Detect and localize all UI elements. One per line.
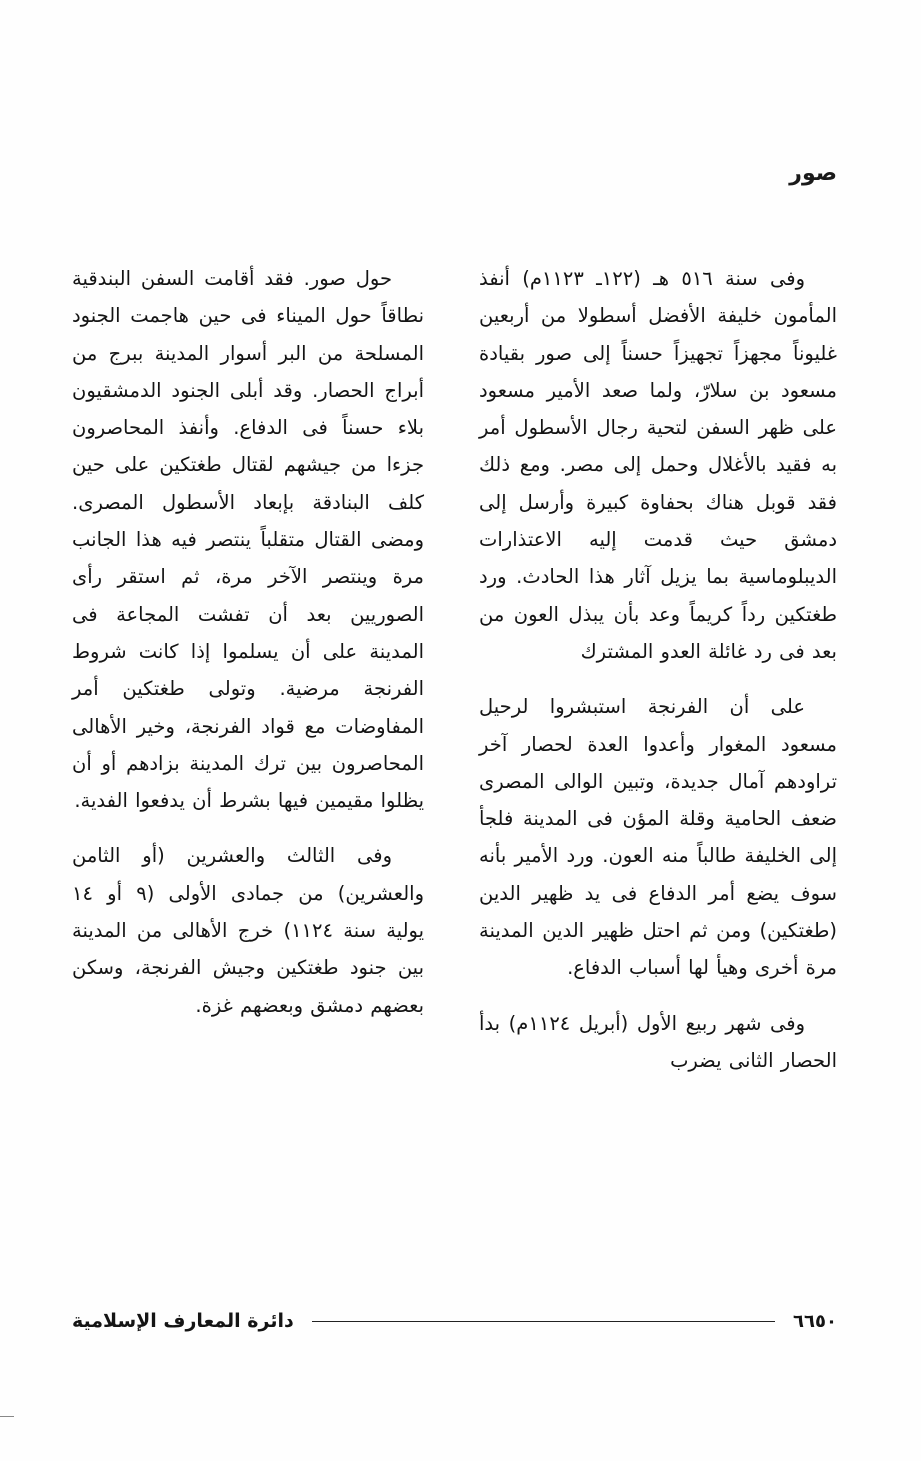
paragraph: وفى الثالث والعشرين (أو الثامن والعشرين) من جمادى الأولى (٩ أو ١٤ يولية سنة ١١٢٤) خرج الأهالى من المدينة بين جنود طغتكين وجيش الفرنجة، وسكن بعضهم دمشق وبعضهم غزة. [72,844,425,1017]
paragraph: على أن الفرنجة استبشروا لرحيل مسعود المغوار وأعدوا العدة لحصار آخر تراودهم آمال جديدة، وتبين الوالى المصرى ضعف الحامية وقلة المؤن فى المدينة فلجأ إلى الخليفة طالباً منه العون. ورد الأمير بأنه سوف يضع أمر الدفاع فى يد ظهير الدين (طغتكين) ومن ثم احتل ظهير الدين المدينة مرة أخرى وهيأ لها أسباب الدفاع. [479,695,837,980]
text-column-right [479,260,837,1097]
paragraph: حول صور. فقد أقامت السفن البندقية نطاقاً حول الميناء فى حين هاجمت الجنود المسلحة من البر أسوار المدينة ببرج من أبراج الحصار. وقد أبلى الجنود الدمشقيون بلاء حسناً فى الدفاع. وأنفذ المحاصرون جزءا من جيشهم لقتال طغتكين على حين كلف البنادقة بإبعاد الأسطول المصرى. ومضى القتال متقلباً ينتصر فيه هذا الجانب مرة وينتصر الآخر مرة، ثم استقر رأى الصوريين بعد أن تفشت المجاعة فى المدينة على أن يسلموا إذا كانت شروط الفرنجة مرضية. وتولى طغتكين أمر المفاوضات مع قواد الفرنجة، وخير الأهالى المحاصرون بين ترك المدينة بزادهم أو أن يظلوا مقيمين فيها بشرط أن يدفعوا الفدية. [72,267,424,813]
text-column-left [72,260,424,1042]
scan-margin-mark [0,1416,14,1417]
paragraph: وفى سنة ٥١٦ هـ (١٢٢ـ ١١٢٣م) أنفذ المأمون خليفة الأفضل أسطولا من أربعين غليوناً مجهزاً تجهيزاً حسناً إلى صور بقيادة مسعود بن سلارّ، ولما صعد الأمير مسعود على ظهر السفن لتحية رجال الأسطول أمر به فقيد بالأغلال وحمل إلى مصر. ومع ذلك فقد قوبل هناك بحفاوة كبيرة وأرسل إلى دمشق حيث قدمت إليه الاعتذارات الديبلوماسية بما يزيل آثار هذا الحادث. ورد طغتكين رداً كريماً وعد بأن يبذل العون من بعد فى رد غائلة العدو المشترك [479,267,837,663]
page-footer [72,1306,837,1336]
page-number: ٦٦٥٠ [793,1310,837,1332]
running-head-title: صور [789,161,837,186]
footer-rule [312,1321,775,1322]
paragraph: وفى شهر ربيع الأول (أبريل ١١٢٤م) بدأ الحصار الثانى يضرب [479,1011,837,1072]
publication-title: دائرة المعارف الإسلامية [72,1310,294,1332]
